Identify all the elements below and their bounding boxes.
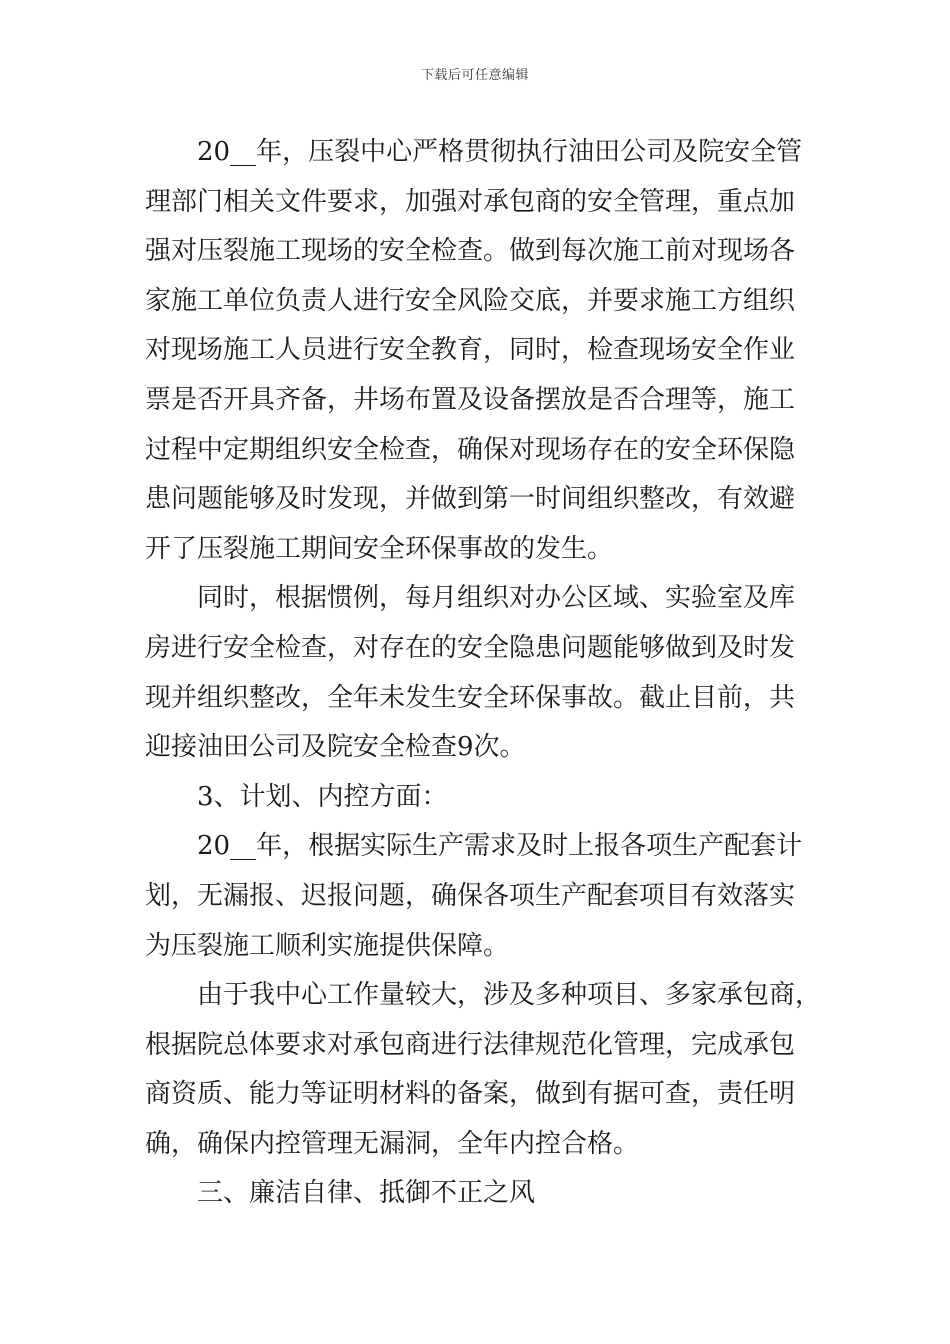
paragraph	[145, 822, 815, 971]
text-line: 票是否开具齐备，井场布置及设备摆放是否合理等，施工	[145, 384, 796, 415]
page-header-note: 下载后可任意编辑	[420, 68, 529, 83]
text-line: 现并组织整改，全年未发生安全环保事故。截止目前，共	[145, 682, 796, 713]
text-line: 房进行安全检查，对存在的安全隐患问题能够做到及时发	[145, 632, 796, 663]
document-body	[145, 128, 822, 1219]
section-heading	[145, 1169, 815, 1219]
text-line: 20__年，根据实际生产需求及时上报各项生产配套计	[197, 831, 803, 862]
text-line: 同时，根据惯例，每月组织对办公区域、实验室及库	[197, 583, 796, 614]
text-line: 迎接油田公司及院安全检查9次。	[145, 732, 526, 763]
section-heading	[145, 773, 815, 823]
paragraph	[145, 574, 815, 772]
text-line: 三、廉洁自律、抵御不正之风	[197, 1178, 536, 1209]
text-line: 划，无漏报、迟报问题，确保各项生产配套项目有效落实	[145, 880, 796, 911]
text-line: 3、计划、内控方面：	[197, 781, 448, 812]
text-line: 家施工单位负责人进行安全风险交底，并要求施工方组织	[145, 285, 796, 316]
text-line: 商资质、能力等证明材料的备案，做到有据可查，责任明	[145, 1079, 796, 1110]
text-line: 过程中定期组织安全检查，确保对现场存在的安全环保隐	[145, 434, 796, 465]
text-line: 由于我中心工作量较大，涉及多种项目、多家承包商，	[197, 980, 822, 1011]
text-line: 为压裂施工顺利实施提供保障。	[145, 930, 510, 961]
text-line: 根据院总体要求对承包商进行法律规范化管理，完成承包	[145, 1029, 796, 1060]
text-line: 确，确保内控管理无漏洞，全年内控合格。	[145, 1128, 640, 1159]
paragraph	[145, 128, 815, 574]
text-line: 20__年，压裂中心严格贯彻执行油田公司及院安全管	[197, 137, 803, 167]
text-line: 患问题能够及时发现，并做到第一时间组织整改，有效避	[145, 484, 796, 515]
text-line: 强对压裂施工现场的安全检查。做到每次施工前对现场各	[145, 236, 796, 267]
text-line: 理部门相关文件要求，加强对承包商的安全管理，重点加	[145, 186, 796, 217]
text-line: 对现场施工人员进行安全教育，同时，检查现场安全作业	[145, 335, 796, 366]
paragraph	[145, 971, 822, 1169]
text-line: 开了压裂施工期间安全环保事故的发生。	[145, 533, 614, 564]
